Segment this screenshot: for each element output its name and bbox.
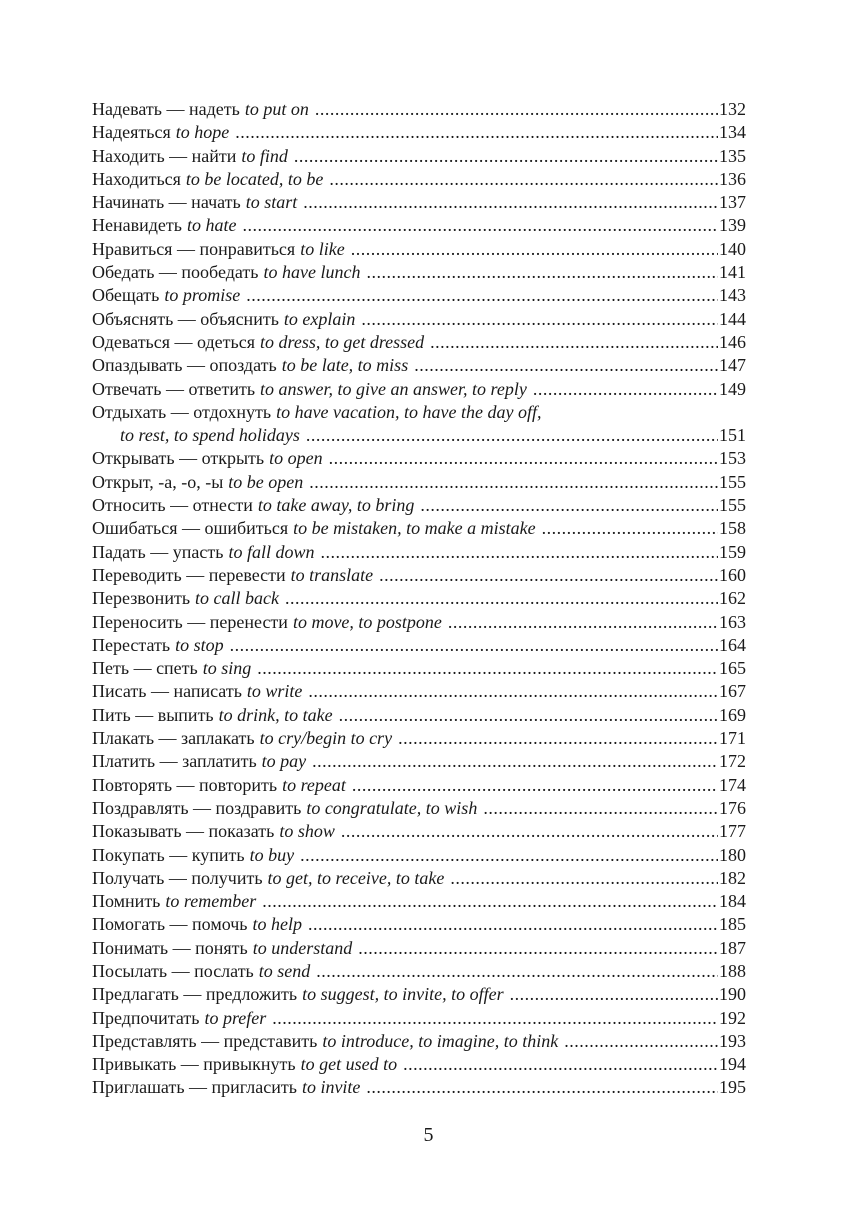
dot-leader — [430, 331, 718, 354]
toc-entry — [92, 680, 746, 703]
entry-english: to help — [252, 914, 303, 935]
entry-russian: Посылать — послать — [92, 960, 254, 981]
dot-leader — [308, 680, 718, 703]
entry-page-number: 135 — [719, 145, 746, 166]
entry-page-number: 132 — [719, 99, 746, 119]
toc-entry — [92, 541, 746, 564]
toc-entry — [92, 587, 746, 610]
toc-entry — [92, 191, 746, 214]
entry-russian: Перезвонить — [92, 588, 191, 609]
entry-page-number: 143 — [719, 285, 746, 306]
toc-entry — [92, 890, 746, 913]
entry-english: to open — [269, 448, 323, 469]
entry-russian: Начинать — начать — [92, 192, 241, 213]
entry-english: to answer, to give an answer, to reply — [260, 378, 527, 399]
entry-russian: Открыт, -а, -о, -ы — [92, 471, 224, 492]
toc-entry — [92, 820, 746, 843]
toc-entry — [92, 1053, 746, 1076]
entry-russian: Предпочитать — [92, 1007, 200, 1028]
entry-russian: Ошибаться — ошибиться — [92, 518, 289, 539]
entry-english: to get, to receive, to take — [267, 867, 445, 888]
entry-russian: Понимать — понять — [92, 937, 248, 958]
dot-leader — [257, 657, 718, 680]
dot-leader — [403, 1053, 718, 1076]
entry-english: to like — [300, 238, 345, 259]
toc-entry — [92, 727, 746, 750]
entry-russian: Повторять — повторить — [92, 774, 278, 795]
toc-entry — [92, 867, 746, 890]
entry-page-number: 162 — [719, 588, 746, 609]
entry-page-number: 195 — [719, 1077, 746, 1098]
entry-russian: Надевать — надеть — [92, 99, 240, 119]
toc-entry — [92, 284, 746, 307]
entry-russian: Получать — получить — [92, 867, 263, 888]
entry-page-number: 180 — [719, 844, 746, 865]
entry-english: to have lunch — [263, 262, 361, 283]
dot-leader — [448, 611, 718, 634]
entry-russian: Опаздывать — опоздать — [92, 355, 277, 376]
dot-leader — [414, 354, 718, 377]
entry-page-number: 187 — [719, 937, 746, 958]
entry-page-number: 147 — [719, 355, 746, 376]
entry-english: to take away, to bring — [257, 495, 415, 516]
entry-russian: Показывать — показать — [92, 821, 275, 842]
dot-leader — [262, 890, 718, 913]
dot-leader — [285, 587, 718, 610]
entry-russian: Перестать — [92, 634, 171, 655]
entry-english: to be late, to miss — [281, 355, 409, 376]
entry-page-number: 136 — [719, 168, 746, 189]
entry-page-number: 134 — [719, 122, 746, 143]
dot-leader — [361, 308, 718, 331]
dot-leader — [272, 1007, 718, 1030]
entry-english-continuation: to rest, to spend holidays — [120, 425, 300, 446]
dot-leader — [230, 634, 718, 657]
dot-leader — [312, 750, 718, 773]
toc-entry — [92, 378, 746, 401]
entry-russian: Объяснять — объяснить — [92, 308, 279, 329]
entry-english: to find — [241, 145, 288, 166]
entry-english: to pay — [261, 751, 307, 772]
entry-page-number: 169 — [719, 704, 746, 725]
entry-english: to repeat — [282, 774, 346, 795]
entry-russian: Падать — упасть — [92, 541, 224, 562]
entry-russian: Плакать — заплакать — [92, 728, 255, 749]
toc-entry — [92, 214, 746, 237]
toc-entry — [92, 960, 746, 983]
entry-english: to move, to postpone — [292, 611, 442, 632]
entry-russian: Переводить — перевести — [92, 564, 286, 585]
toc-entry — [92, 261, 746, 284]
dot-leader — [564, 1030, 718, 1053]
entry-english: to send — [258, 960, 311, 981]
entry-page-number: 163 — [719, 611, 746, 632]
toc-entry — [92, 168, 746, 191]
dot-leader — [351, 238, 718, 261]
entry-russian: Находить — найти — [92, 145, 237, 166]
toc-entry — [92, 331, 746, 354]
dot-leader — [246, 284, 718, 307]
entry-page-number: 165 — [719, 658, 746, 679]
entry-english: to drink, to take — [218, 704, 333, 725]
entry-russian: Одеваться — одеться — [92, 331, 256, 352]
dot-leader — [483, 797, 718, 820]
entry-english: to dress, to get dressed — [260, 331, 425, 352]
entry-english: to start — [245, 192, 298, 213]
entry-russian: Поздравлять — поздравить — [92, 797, 302, 818]
entry-english: to explain — [283, 308, 356, 329]
toc-entry — [92, 238, 746, 261]
entry-page-number: 149 — [719, 378, 746, 399]
entry-page-number: 172 — [719, 751, 746, 772]
entry-page-number: 153 — [719, 448, 746, 469]
entry-english: to fall down — [228, 541, 315, 562]
entry-page-number: 171 — [719, 728, 746, 749]
toc-entry — [92, 937, 746, 960]
dot-leader — [510, 983, 718, 1006]
entry-english: to write — [246, 681, 303, 702]
entry-page-number: 137 — [719, 192, 746, 213]
dot-leader — [309, 471, 718, 494]
toc-entry — [92, 121, 746, 144]
entry-english: to call back — [195, 588, 280, 609]
dot-leader — [235, 121, 718, 144]
entry-english: to have vacation, to have the day off, — [276, 401, 542, 422]
dot-leader — [242, 214, 718, 237]
toc-entry — [92, 1007, 746, 1030]
entry-russian: Привыкать — привыкнуть — [92, 1054, 296, 1075]
entry-english: to buy — [249, 844, 295, 865]
dot-leader — [320, 541, 718, 564]
entry-russian: Писать — написать — [92, 681, 242, 702]
toc-entry — [92, 1030, 746, 1053]
entry-russian: Ненавидеть — [92, 215, 182, 236]
dot-leader — [450, 867, 718, 890]
toc-entry — [92, 750, 746, 773]
entry-english: to sing — [202, 658, 252, 679]
dot-leader — [341, 820, 718, 843]
entry-english: to hope — [175, 122, 230, 143]
entry-page-number: 158 — [719, 518, 746, 539]
entry-page-number: 177 — [719, 821, 746, 842]
entry-page-number: 182 — [719, 867, 746, 888]
entry-page-number: 174 — [719, 774, 746, 795]
toc-entry — [92, 797, 746, 820]
entry-english: to hate — [186, 215, 237, 236]
entry-page-number: 139 — [719, 215, 746, 236]
entry-english: to be located, to be — [185, 168, 324, 189]
entry-page-number: 185 — [719, 914, 746, 935]
entry-russian: Представлять — представить — [92, 1030, 318, 1051]
entry-russian: Нравиться — понравиться — [92, 238, 296, 259]
dot-leader — [366, 1076, 718, 1099]
entry-page-number: 151 — [719, 425, 746, 446]
toc-entry — [92, 634, 746, 657]
toc-entry-continuation — [92, 424, 746, 447]
entry-russian: Помогать — помочь — [92, 914, 248, 935]
entry-english: to translate — [290, 564, 374, 585]
dot-leader — [315, 98, 718, 121]
entry-page-number: 190 — [719, 984, 746, 1005]
toc-entry — [92, 913, 746, 936]
entry-english: to be open — [228, 471, 304, 492]
entry-russian: Предлагать — предложить — [92, 984, 298, 1005]
entry-russian: Пить — выпить — [92, 704, 214, 725]
toc-entry — [92, 611, 746, 634]
entry-russian: Отдыхать — отдохнуть — [92, 401, 272, 422]
entry-page-number: 194 — [719, 1054, 746, 1075]
entry-russian: Платить — заплатить — [92, 751, 257, 772]
entry-english: to remember — [165, 891, 257, 912]
toc-entry — [92, 145, 746, 168]
toc-entry — [92, 471, 746, 494]
entry-russian: Открывать — открыть — [92, 448, 265, 469]
toc-entry — [92, 657, 746, 680]
entry-page-number: 155 — [719, 495, 746, 516]
page-number: 5 — [423, 1124, 434, 1146]
dot-leader — [366, 261, 718, 284]
dot-leader — [306, 424, 718, 447]
dot-leader — [339, 704, 718, 727]
dot-leader — [358, 937, 718, 960]
entry-page-number: 188 — [719, 960, 746, 981]
entry-russian: Надеяться — [92, 122, 171, 143]
dot-leader — [352, 774, 718, 797]
entry-english: to cry/begin to cry — [259, 728, 393, 749]
entry-english: to prefer — [204, 1007, 267, 1028]
entry-page-number: 160 — [719, 564, 746, 585]
dot-leader — [316, 960, 718, 983]
toc-entry — [92, 844, 746, 867]
toc-entry — [92, 308, 746, 331]
dot-leader — [398, 727, 718, 750]
dot-leader — [379, 564, 718, 587]
entry-page-number: 192 — [719, 1007, 746, 1028]
entry-page-number: 193 — [719, 1030, 746, 1051]
entry-russian: Отвечать — ответить — [92, 378, 256, 399]
entry-english: to put on — [244, 99, 309, 119]
toc-entry — [92, 774, 746, 797]
toc-entry — [92, 564, 746, 587]
toc-entry — [92, 447, 746, 470]
entry-english: to congratulate, to wish — [306, 797, 478, 818]
entry-english: to stop — [175, 634, 224, 655]
dot-leader — [533, 378, 718, 401]
toc-entry — [92, 1076, 746, 1099]
entry-english: to show — [279, 821, 335, 842]
entry-russian: Находиться — [92, 168, 181, 189]
entry-page-number: 167 — [719, 681, 746, 702]
entry-english: to understand — [252, 937, 353, 958]
entry-english: to introduce, to imagine, to think — [322, 1030, 559, 1051]
toc-entry — [92, 98, 746, 121]
entry-russian: Покупать — купить — [92, 844, 245, 865]
entry-page-number: 141 — [719, 262, 746, 283]
entry-page-number: 146 — [719, 331, 746, 352]
entry-english: to invite — [301, 1077, 361, 1098]
entry-page-number: 155 — [719, 471, 746, 492]
toc-entry — [92, 983, 746, 1006]
entry-russian: Обещать — [92, 285, 160, 306]
entry-page-number: 164 — [719, 634, 746, 655]
dot-leader — [542, 517, 718, 540]
entry-english: to promise — [164, 285, 241, 306]
entry-russian: Относить — отнести — [92, 495, 253, 516]
dot-leader — [303, 191, 718, 214]
toc-entry — [92, 494, 746, 517]
toc-entry — [92, 704, 746, 727]
entry-english: to get used to — [300, 1054, 398, 1075]
dot-leader — [308, 913, 718, 936]
entry-page-number: 144 — [719, 308, 746, 329]
entry-page-number: 184 — [719, 891, 746, 912]
entry-english: to be mistaken, to make a mistake — [293, 518, 536, 539]
entry-russian: Приглашать — пригласить — [92, 1077, 297, 1098]
table-of-contents — [92, 98, 746, 1100]
toc-entry — [92, 354, 746, 377]
toc-entry — [92, 517, 746, 540]
entry-russian: Обедать — пообедать — [92, 262, 259, 283]
dot-leader — [329, 168, 718, 191]
toc-entry — [92, 401, 746, 424]
entry-page-number: 140 — [719, 238, 746, 259]
entry-english: to suggest, to invite, to offer — [302, 984, 504, 1005]
entry-russian: Переносить — перенести — [92, 611, 288, 632]
entry-page-number: 159 — [719, 541, 746, 562]
entry-page-number: 176 — [719, 797, 746, 818]
dot-leader — [300, 844, 718, 867]
dot-leader — [420, 494, 718, 517]
entry-russian: Помнить — [92, 891, 161, 912]
dot-leader — [329, 447, 718, 470]
entry-russian: Петь — спеть — [92, 658, 198, 679]
dot-leader — [294, 145, 718, 168]
